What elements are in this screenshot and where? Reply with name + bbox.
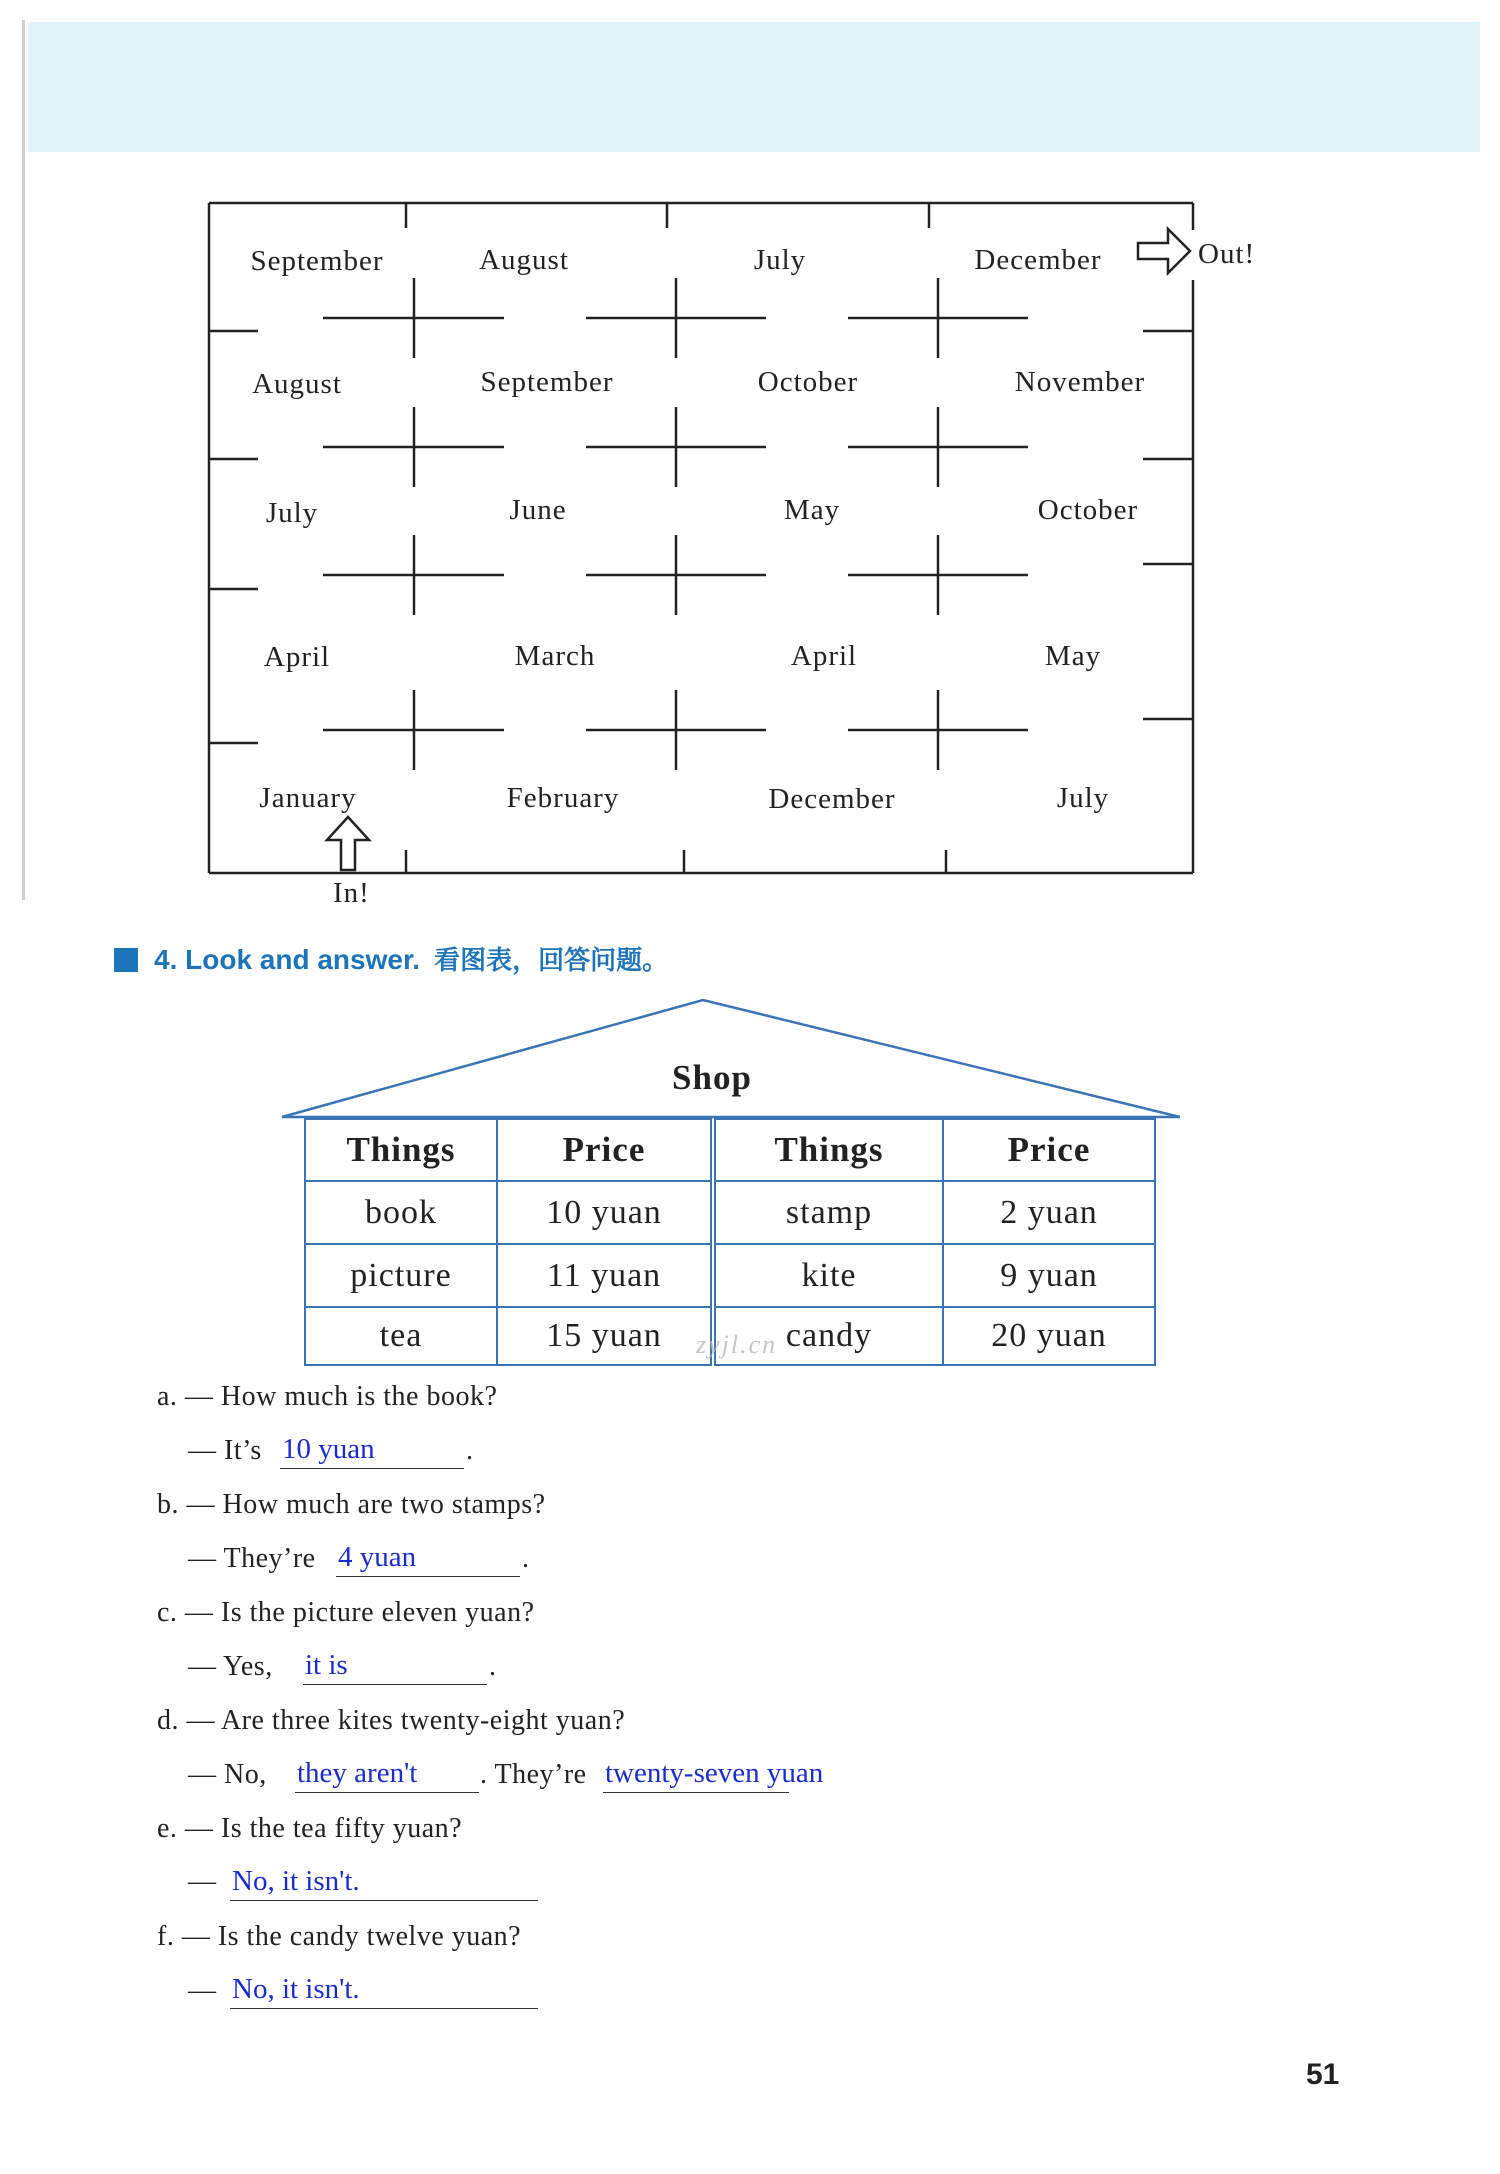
answer-c: it is: [305, 1649, 348, 1681]
maze-cell-r1c3: July: [753, 244, 807, 276]
answer-prefix-a: — It’s: [188, 1435, 262, 1466]
section-title-cn: 看图表，回答问题。: [434, 946, 669, 976]
question-a: a. — How much is the book?: [157, 1381, 498, 1412]
question-c: c. — Is the picture eleven yuan?: [157, 1597, 535, 1628]
maze-cell-r3c1: July: [265, 497, 319, 529]
maze-cell-r5c1: January: [259, 782, 357, 814]
answer-line-f: [230, 2008, 538, 2009]
table-row: [305, 1181, 1155, 1244]
answer-line-d: [295, 1792, 479, 1793]
shop-title: Shop: [672, 1058, 752, 1097]
section-marker-icon: [114, 948, 138, 972]
section-title: [154, 940, 668, 977]
page-number: 51: [1306, 2058, 1340, 2091]
answer-line-d-2: [603, 1792, 789, 1793]
maze-crosses: [323, 278, 1028, 770]
header-things-2: Things: [713, 1119, 943, 1181]
question-f: f. — Is the candy twelve yuan?: [157, 1921, 522, 1952]
answer-line-b: [336, 1576, 520, 1577]
section-title-en: 4. Look and answer.: [154, 944, 421, 975]
maze-cell-r3c4: October: [1037, 494, 1139, 526]
answer-a: 10 yuan: [282, 1433, 375, 1465]
maze-cell-r4c2: March: [514, 640, 596, 672]
maze-cell-r3c2: June: [509, 494, 567, 526]
header-price-1: Price: [497, 1119, 713, 1181]
maze-cell-r1c2: August: [479, 244, 569, 276]
maze-cell-r2c4: November: [1014, 366, 1146, 398]
answer-d-2: twenty-seven yuan: [605, 1757, 824, 1789]
question-d: d. — Are three kites twenty-eight yuan?: [157, 1705, 626, 1736]
cell-price: 9 yuan: [943, 1244, 1155, 1307]
header-things-1: Things: [305, 1119, 497, 1181]
table-header-row: [305, 1119, 1155, 1181]
maze-cell-r3c3: May: [783, 494, 841, 526]
answer-suffix-d: . They’re: [480, 1759, 587, 1790]
maze-entry-label: In!: [333, 877, 370, 909]
exit-arrow-icon: [1138, 229, 1190, 273]
cell-thing: stamp: [713, 1181, 943, 1244]
maze-cell-r5c3: December: [768, 783, 896, 815]
cell-thing: kite: [713, 1244, 943, 1307]
answer-prefix-e: —: [188, 1866, 217, 1897]
maze-cell-r5c4: July: [1056, 782, 1110, 814]
maze-cell-r1c4: December: [974, 244, 1102, 276]
cell-price: 10 yuan: [497, 1181, 713, 1244]
question-b: b. — How much are two stamps?: [157, 1489, 546, 1520]
cell-thing: picture: [305, 1244, 497, 1307]
cell-thing: candy: [713, 1307, 943, 1365]
table-row: [305, 1244, 1155, 1307]
answer-d: they aren't: [297, 1757, 418, 1789]
question-e: e. — Is the tea fifty yuan?: [157, 1813, 463, 1844]
watermark: zyjl.cn: [696, 1330, 778, 1359]
month-maze: [0, 0, 1500, 940]
answer-suffix-c: .: [489, 1651, 497, 1682]
shop-price-table: [304, 1118, 1156, 1366]
answer-e: No, it isn't.: [232, 1865, 360, 1897]
header-price-2: Price: [943, 1119, 1155, 1181]
answer-prefix-c: — Yes,: [188, 1651, 273, 1682]
answer-prefix-d: — No,: [188, 1759, 267, 1790]
maze-cell-r4c3: April: [790, 640, 858, 672]
answer-line-a: [280, 1468, 464, 1469]
maze-cell-r1c1: September: [250, 245, 384, 277]
cell-price: 2 yuan: [943, 1181, 1155, 1244]
cell-price: 20 yuan: [943, 1307, 1155, 1365]
answer-prefix-f: —: [188, 1975, 217, 2006]
cell-thing: book: [305, 1181, 497, 1244]
cell-price: 11 yuan: [497, 1244, 713, 1307]
answer-b: 4 yuan: [338, 1541, 417, 1573]
answer-suffix-a: .: [466, 1435, 474, 1466]
cell-thing: tea: [305, 1307, 497, 1365]
maze-exit-label: Out!: [1198, 238, 1256, 270]
maze-cell-r2c1: August: [252, 368, 342, 400]
maze-cell-r2c3: October: [757, 366, 859, 398]
maze-cell-r4c1: April: [263, 641, 331, 673]
maze-cell-r5c2: February: [506, 782, 620, 814]
maze-cell-r4c4: May: [1044, 640, 1102, 672]
answer-prefix-b: — They’re: [188, 1543, 316, 1574]
answer-line-c: [303, 1684, 487, 1685]
answer-line-e: [230, 1900, 538, 1901]
answer-suffix-b: .: [522, 1543, 530, 1574]
answer-f: No, it isn't.: [232, 1973, 360, 2005]
cell-price: 15 yuan: [497, 1307, 713, 1365]
maze-cell-r2c2: September: [480, 366, 614, 398]
